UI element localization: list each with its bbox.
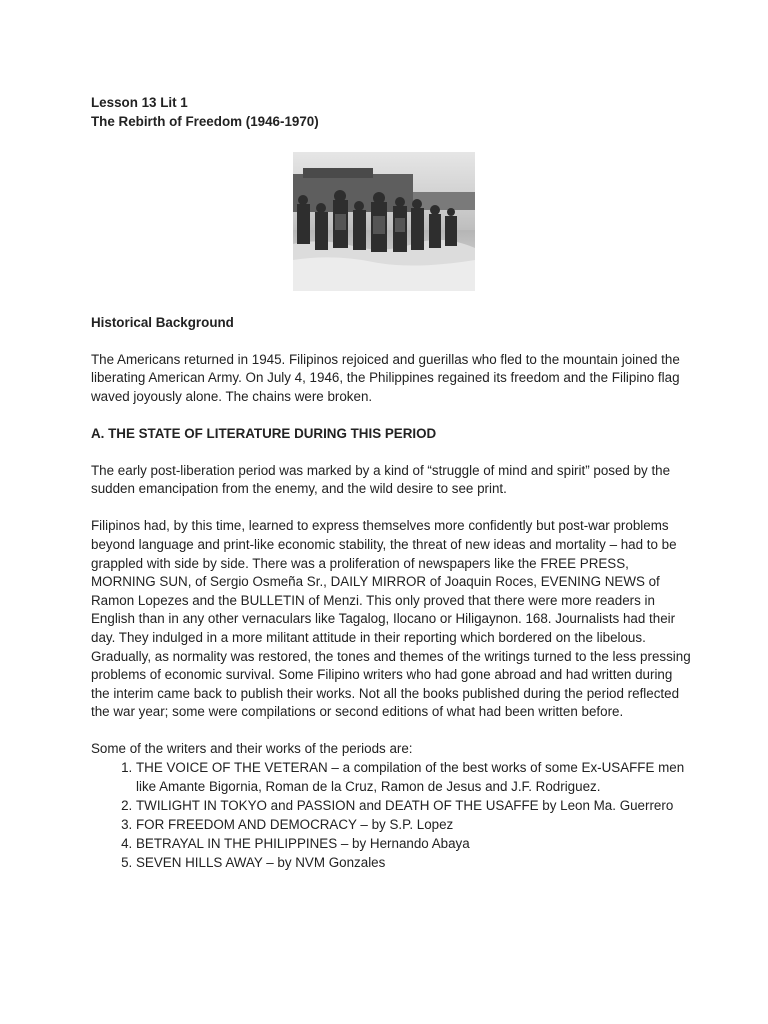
historical-background-heading: Historical Background [91,315,234,330]
document-body [91,314,691,874]
list-item: 2. TWILIGHT IN TOKYO and PASSION and DEATH OF THE USAFFE by Leon Ma. Guerrero [136,797,691,816]
writers-list [91,759,691,873]
historical-photo [293,152,475,291]
state-of-literature-heading: A. THE STATE OF LITERATURE DURING THIS PERIOD [91,425,437,441]
historical-background-text: The Americans returned in 1945. Filipinos rejoiced and guerillas who fled to the mountain joined the liberating American Army. On July 4, 1946, the Philippines regained its freedom and the Filipino flag waved joyously alone. The chains were broken. [91,351,680,404]
state-paragraph-1: The early post-liberation period was marked by a kind of “struggle of mind and spirit” posed by the sudden emancipation from the enemy, and the wild desire to see print. [91,462,671,497]
writers-intro: Some of the writers and their works of the periods are: [91,741,413,757]
list-item: 5. SEVEN HILLS AWAY – by NVM Gonzales [136,854,691,873]
title-block [91,93,319,131]
list-item: 4. BETRAYAL IN THE PHILIPPINES – by Hernando Abaya [136,835,691,854]
lesson-title: The Rebirth of Freedom (1946-1970) [91,114,319,129]
list-item: 3. FOR FREEDOM AND DEMOCRACY – by S.P. Lopez [136,816,691,835]
state-paragraph-2: Filipinos had, by this time, learned to express themselves more confidently but post-war problems beyond language and print-like economic stability, the threat of new ideas and mortality – had to be grappled with side by side. There was a proliferation of newspapers like the FREE PRESS, MORNING SUN, of Sergio Osmeña Sr., DAILY MIRROR of Joaquin Roces, EVENING NEWS of Ramon Lopezes and the BULLETIN of Menzi. This only proved that there were more readers in English than in any other vernaculars like Tagalog, Ilocano or Hiligaynon. 168. Journalists had their day. They indulged in a more militant attitude in their reporting which bordered on the libelous. Gradually, as normality was restored, the tones and themes of the writings turned to the less pressing problems of economic survival. Some Filipino writers who had gone abroad and had written during the interim came back to publish their works. Not all the books published during the period reflected the war year; some were compilations or second editions of what had been written before. [91,518,691,720]
list-item: 1. THE VOICE OF THE VETERAN – a compilation of the best works of some Ex-USAFFE men like Amante Bigornia, Roman de la Cruz, Ramon de Jesus and J.F. Rodriguez. [136,759,691,796]
lesson-label: Lesson 13 Lit 1 [91,95,188,110]
